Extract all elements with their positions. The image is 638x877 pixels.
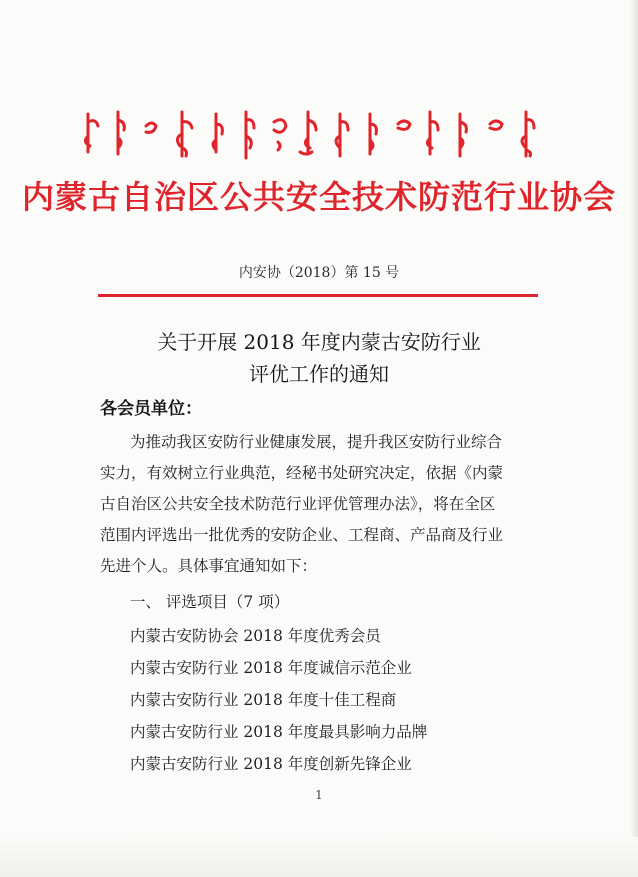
body-line: 实力，有效树立行业典范，经秘书处研究决定，依据《内蒙 [100,464,504,482]
notice-title-line-1: 关于开展 2018 年度内蒙古安防行业 [157,330,481,354]
mongolian-script-letterhead [80,108,550,164]
section-heading: 一、 评选项目（7 项） [130,593,290,611]
list-item: 内蒙古安防行业 2018 年度最具影响力品牌 [130,723,428,741]
body-line: 古自治区公共安全技术防范行业评优管理办法》，将在全区 [100,495,496,513]
page-number: 1 [315,788,323,802]
scan-edge-shadow [630,0,638,877]
body-line: 范围内评选出一批优秀的安防企业、工程商、产品商及行业 [100,526,504,544]
notice-title-line-2: 评优工作的通知 [249,362,389,386]
body-line: 先进个人。具体事宜通知如下： [100,557,318,575]
body-line: 为推动我区安防行业健康发展，提升我区安防行业综合 [130,433,503,451]
list-item: 内蒙古安防协会 2018 年度优秀会员 [130,627,381,645]
list-item: 内蒙古安防行业 2018 年度十佳工程商 [130,691,397,709]
letterhead-divider [98,294,538,297]
organization-title: 内蒙古自治区公共安全技术防范行业协会 [21,178,616,216]
list-item: 内蒙古安防行业 2018 年度诚信示范企业 [130,659,412,677]
list-item: 内蒙古安防行业 2018 年度创新先锋企业 [130,755,412,773]
salutation: 各会员单位： [100,399,202,419]
scan-bottom-shadow [0,837,638,877]
document-number: 内安协（2018）第 15 号 [238,265,400,281]
